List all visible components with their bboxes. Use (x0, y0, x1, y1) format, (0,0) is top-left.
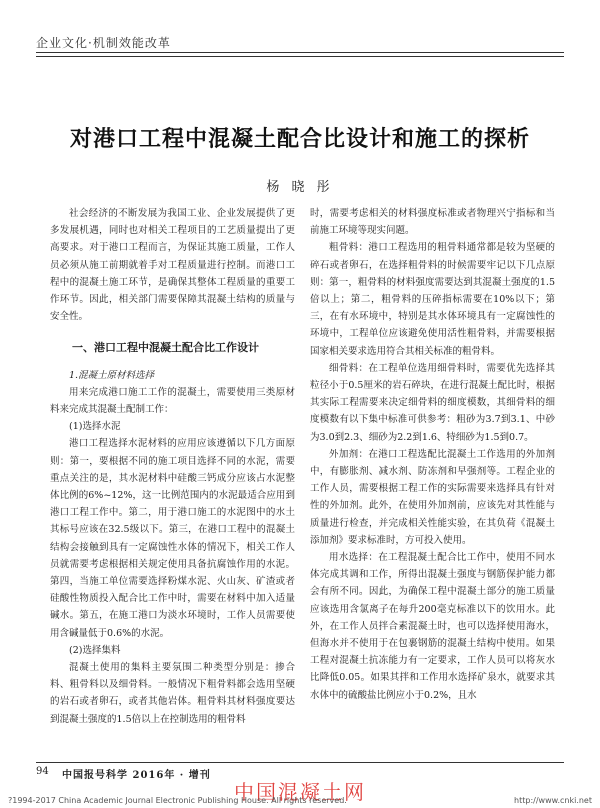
copyright-text: ?1994-2017 China Academic Journal Electronic Publishing House. All rights reserved. (8, 796, 347, 805)
section-heading: 一、港口工程中混凝土配合比工作设计 (72, 341, 259, 355)
section-heading: (1)选择水泥 (69, 421, 121, 433)
cnki-link[interactable]: http://www.cnki.net (514, 796, 592, 805)
article-title: 对港口工程中混凝土配合比设计和施工的探析 (69, 126, 530, 152)
section-heading: 1.混凝土原材料选择 (69, 369, 155, 381)
paragraph: 粗骨料：港口工程选用的粗骨料通常都是较为坚硬的碎石或者卵石，在选择粗骨料的时候需要牢记以下几点原则：第一，粗骨料的材料强度需要达到其混凝土强度的1.5倍以上；第二，粗骨料的压碎指标需要在10%以下；第三，在有水环境中，特别是其水体环境具有一定腐蚀性的环境中，工程单位应该避免使用活性粗骨料，并需要根据国家相关要求选用符合其相关标准的粗骨料。 (310, 242, 555, 357)
copyright-line (8, 796, 592, 805)
paragraph: 用来完成港口施工工作的混凝土，需要使用三类原材料来完成其混凝土配制工作： (50, 386, 295, 416)
paragraph: 港口工程选择水泥材料的应用应该遵循以下几方面原则：第一，要根据不同的施工项目选择不同的水泥，需要重点关注的是，其水泥材料中硅酸三钙成分应该占水泥整体比例的6%~12%，这一比例范围内的水泥最适合应用到港口工程工作中。第二，用于港口施工的水泥图中的水土其标号应该在32.5级以下。第三，在港口工程中的混凝土结构会接触到具有一定腐蚀性水体的情况下，相关工作人员就需要考虑根据相关规定使用具备抗腐蚀作用的水泥。第四，当施工单位需要选择粉煤水泥、火山灰、矿渣或者硅酸性物质投入配合比工作中时，需要在材料中加入适量碱水。第五，在施工港口为淡水环境时，工作人员需要使用含碱量低于0.6%的水泥。 (50, 438, 295, 639)
section-heading: (2)选择集料 (69, 644, 121, 656)
paragraph: 外加剂：在港口工程选配比混凝土工作选用的外加剂中，有膨胀剂、减水剂、防冻剂和早强剂等。工程企业的工作人员，需要根据工程工作的实际需要来选择具有针对性的外加剂。此外，在使用外加剂前，应该先对其性能与质量进行检查，并完成相关性能实验，在其负荷《混凝土添加剂》要求标准时，方可投入使用。 (310, 448, 555, 546)
footer-rule (36, 762, 564, 763)
header-rule-secondary (36, 56, 564, 57)
paragraph: 细骨料：在工程单位选用细骨料时，需要优先选择其粒径小于0.5厘米的岩石碎块，在进行混凝土配比时，根据其实际工程需要来决定细骨料的细度模数，其细骨料的细度模数有以下集中标准可供参考：粗砂为3.7到3.1、中砂为3.0到2.3、细砂为2.2到1.6、特细砂为1.5到0.7。 (310, 362, 555, 443)
left-column (50, 205, 295, 728)
right-column (310, 205, 555, 704)
column-label: 企业文化·机制效能改革 (36, 36, 171, 50)
page-number: 94 (36, 766, 49, 777)
header-rule (36, 52, 564, 53)
article-author: 杨 晓 彤 (266, 180, 334, 195)
paragraph: 混凝土使用的集料主要氛围二种类型分别是：掺合料、粗骨料以及细骨料。一般情况下粗骨料都会选用坚硬的岩石或者卵石，或者其他岩体。粗骨料其材料强度要达到混凝土强度的1.5倍以上在控制选用的粗骨料 (50, 662, 295, 725)
journal-name: 中国报号科学 2016年 · 增刊 (62, 770, 211, 781)
paragraph: 社会经济的不断发展为我国工业、企业发展提供了更多发展机遇，同时也对相关工程项目的工艺质量提出了更高要求。对于港口工程而言，为保证其施工质量，工作人员必须从施工前期就着手对工程质量进行控制。而港口工程中的混凝土施工环节，是确保其整体工程质量的重要工作环节。因此，相关部门需要保障其混凝土结构的质量与安全性。 (50, 208, 295, 323)
site-watermark: 中国混凝土网 (234, 780, 366, 804)
paragraph: 时，需要考虑相关的材料强度标准或者物理兴宁指标和当前施工环境等现实问题。 (310, 208, 555, 237)
paragraph: 用水选择：在工程混凝土配合比工作中，使用不同水体完成其调和工作，所得出混凝土强度与钢筋保护能力都会有所不同。因此，为确保工程中混凝土部分的施工质量应该选用含氯离子在每升200毫克标准以下的饮用水。此外，在工作人员拌合素混凝土时，也可以选择使用海水，但海水并不使用于在包裹钢筋的混凝土结构中使用。如果工程对混凝土抗冻能力有一定要求，工作人员可以将灰水比降低0.05。如果其拌和工作用水选择矿泉水，就要求其水体中的硫酸盐比例应小于0.2%，且水 (310, 552, 555, 701)
